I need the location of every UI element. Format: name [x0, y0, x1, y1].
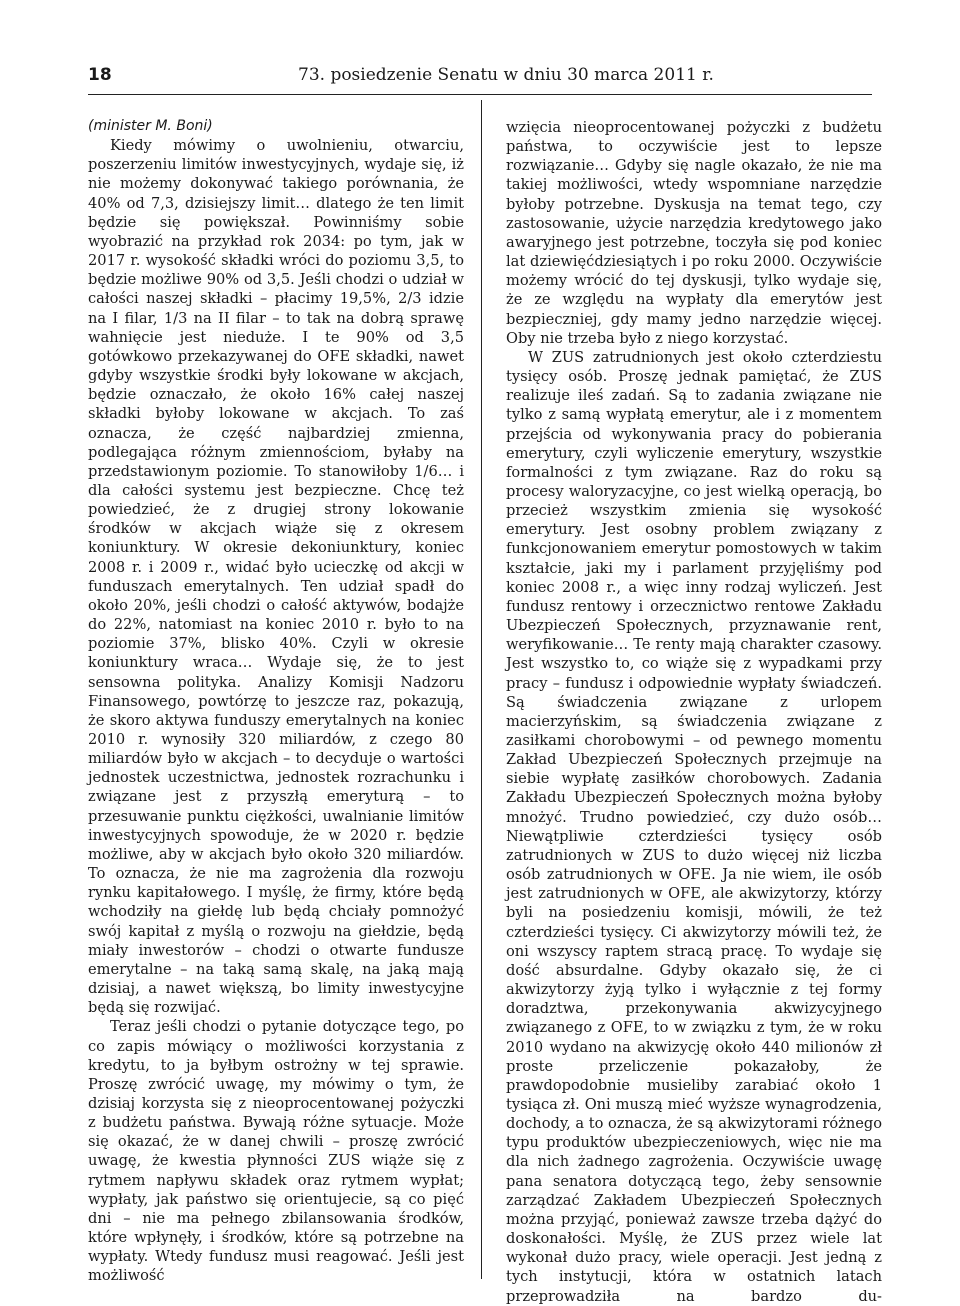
- paragraph: Kiedy mówimy o uwolnieniu, otwarciu, poszerzeniu limitów inwestycyjnych, wydaje się, iż nie możemy dokonywać takiego porównania, że 40% od 7,3, dzisiejszy limit… dlatego że ten limit będzie się powiększał. Powinniśmy sobie wyobrazić na przykład rok 2034: po tym, jak w 2017 r. wysokość składki wróci do poziomu 3,5, to będzie możliwe 90% od 3,5. Jeśli chodzi o udział w całości naszej składki – płacimy 19,5%, 2/3 idzie na I filar, 1/3 na II filar – to tak na dobrą sprawę wahnięcie jest nieduże. I te 90% od 3,5 gotówkowo przekazywanej do OFE składki, nawet gdyby wszystkie środki były lokowane w akcjach, będzie oznaczało, że około 16% całej naszej składki byłoby lokowane w akcjach. To zaś oznacza, że część najbardziej zmienna, podlegająca różnym zmiennościom, byłaby na przedstawionym poziomie. To stanowiłoby 1/6… i dla całości systemu jest bezpieczne. Chcę też powiedzieć, że z drugiej strony lokowanie środków w akcjach wiąże się z okresem koniunktury. W okresie dekoniunktury, koniec 2008 r. i 2009 r., widać było ucieczkę od akcji w funduszach emerytalnych. Ten udział spadł do około 20%, jeśli chodzi o całość aktywów, bodajże do 22%, natomiast na koniec 2010 r. było to na poziomie 37%, blisko 40%. Czyli w okresie koniunktury wraca… Wydaje się, że to jest sensowna polityka. Analizy Komisji Nadzoru Finansowego, powtórzę to jeszcze raz, pokazują, że skoro aktywa funduszy emerytalnych na koniec 2010 r. wynosiły 320 miliardów, z czego 80 miliardów było w akcjach – to decyduje o wartości jednostek uczestnictwa, jednostek rozrachunku i związane jest z przyszłą emeryturą – to przesuwanie punktu ciężkości, uwalnianie limitów inwestycyjnych spowoduje, że w 2020 r. będzie możliwe, aby w akcjach było około 320 miliardów. To oznacza, że nie ma zagrożenia dla rozwoju rynku kapitałowego. I myślę, że firmy, które będą wchodziły na giełdę lub będą chciały pomnożyć swój kapitał z myślą o rozwoju na giełdzie, będą miały inwestorów – chodzi o otwarte fundusze emerytalne – na taką samą skalę, na jaką mają dzisiaj, a nawet większą, bo limity inwestycyjne będą się rozwijać.: [88, 137, 464, 1017]
- column-divider: [481, 100, 482, 1279]
- left-column: [88, 117, 464, 1286]
- speaker-label: (minister M. Boni): [88, 118, 213, 134]
- right-column: [506, 118, 882, 1306]
- paragraph: wzięcia nieoprocentowanej pożyczki z budżetu państwa, to oczywiście jest to lepsze rozwiązanie… Gdyby się nagle okazało, że nie ma takiej możliwości, wtedy wspomniane narzędzie byłoby potrzebne. Dyskusja na temat tego, czy zastosowanie, użycie narzędzia kredytowego jako awaryjnego jest potrzebne, toczyła się pod koniec lat dziewięćdziesiątych i po roku 2000. Oczywiście możemy wrócić do tej dyskusji, tylko wydaje się, że ze względu na wypłaty dla emerytów jest bezpieczniej, gdy mamy jedno narzędzie więcej. Oby nie trzeba było z niego korzystać.: [506, 119, 882, 347]
- paragraph: Teraz jeśli chodzi o pytanie dotyczące tego, po co zapis mówiący o możliwości korzystania z kredytu, to ja byłbym ostrożny w tej sprawie. Proszę zwrócić uwagę, my mówimy o tym, że dzisiaj korzysta się z nieoprocentowanej pożyczki z budżetu państwa. Bywają różne sytuacje. Może się okazać, że w danej chwili – proszę zwrócić uwagę, że kwestia płynności ZUS wiąże się z rytmem napływu składek oraz rytmem wypłat; wypłaty, jak państwo się orientujecie, są co pięć dni – nie ma pełnego zbilansowania środków, które wpłynęły, i środków, które są potrzebne na wypłaty. Wtedy fundusz musi reagować. Jeśli jest możliwość: [88, 1018, 464, 1285]
- page-number: 18: [88, 65, 112, 85]
- paragraph: W ZUS zatrudnionych jest około czterdziestu tysięcy osób. Proszę jednak pamiętać, że ZUS realizuje ileś zadań. Są to zadania związane nie tylko z samą wypłatą emerytur, ale i z momentem przejścia od wykonywania pracy do pobierania emerytury, czyli wyliczenie emerytury, wszystkie formalności z tym związane. Raz do roku są procesy waloryzacyjne, co jest wielką operacją, bo przecież wszystkim zmienia się wysokość emerytury. Jest osobny problem związany z funkcjonowaniem emerytur pomostowych w takim kształcie, jaki my i parlament przyjęliśmy pod koniec 2008 r., a więc inny rodzaj wyliczeń. Jest fundusz rentowy i orzecznictwo rentowe Zakładu Ubezpieczeń Społecznych, przyznawanie rent, weryfikowanie… Te renty mają charakter czasowy. Jest wszystko to, co wiąże się z wypadkami przy pracy – fundusz i odpowiednie wypłaty świadczeń. Są świadczenia związane z urlopem macierzyńskim, są świadczenia związane z zasiłkami chorobowymi – od pewnego momentu Zakład Ubezpieczeń Społecznych przejmuje na siebie wypłatę zasiłków chorobowych. Zadania Zakładu Ubezpieczeń Społecznych można byłoby mnożyć. Trudno powiedzieć, czy dużo osób… Niewątpliwie czterdzieści tysięcy osób zatrudnionych w ZUS to dużo więcej niż liczba osób zatrudnionych w OFE. Ja nie wiem, ile osób jest zatrudnionych w OFE, ale akwizytorzy, którzy byli na posiedzeniu komisji, mówili, że też czterdzieści tysięcy. Ci akwizytorzy mówili też, że oni wszyscy raptem stracą pracę. To wydaje się dość absurdalne. Gdyby okazało się, że ci akwizytorzy żyją tylko i wyłącznie z tej formy doradztwa, przekonywania akwizycyjnego związanego z OFE, to w związku z tym, że w roku 2010 wydano na akwizycję około 440 milionów zł proste przeliczenie pokazałoby, że prawdopodobnie musieliby zarabiać około 1 tysiąca zł. Oni muszą mieć wyższe wynagrodzenia, dochody, a to oznacza, że są akwizytorami różnego typu produktów ubezpieczeniowych, więc nie ma dla nich żadnego zagrożenia. Oczywiście uwagę pana senatora dotyczącą tego, żeby sensownie zarządzać Zakładem Ubezpieczeń Społecznych można przyjąć, ponieważ zawsze trzeba dążyć do doskonałości. Myślę, że ZUS przez wiele lat wykonał dużo pracy, wiele operacji. Jest jedną z tych instytucji, która w ostatnich latach przeprowadziła na bardzo du-: [506, 348, 882, 1305]
- page-header: [88, 62, 872, 92]
- header-rule: [88, 94, 872, 95]
- session-title: 73. posiedzenie Senatu w dniu 30 marca 2011 r.: [298, 65, 714, 85]
